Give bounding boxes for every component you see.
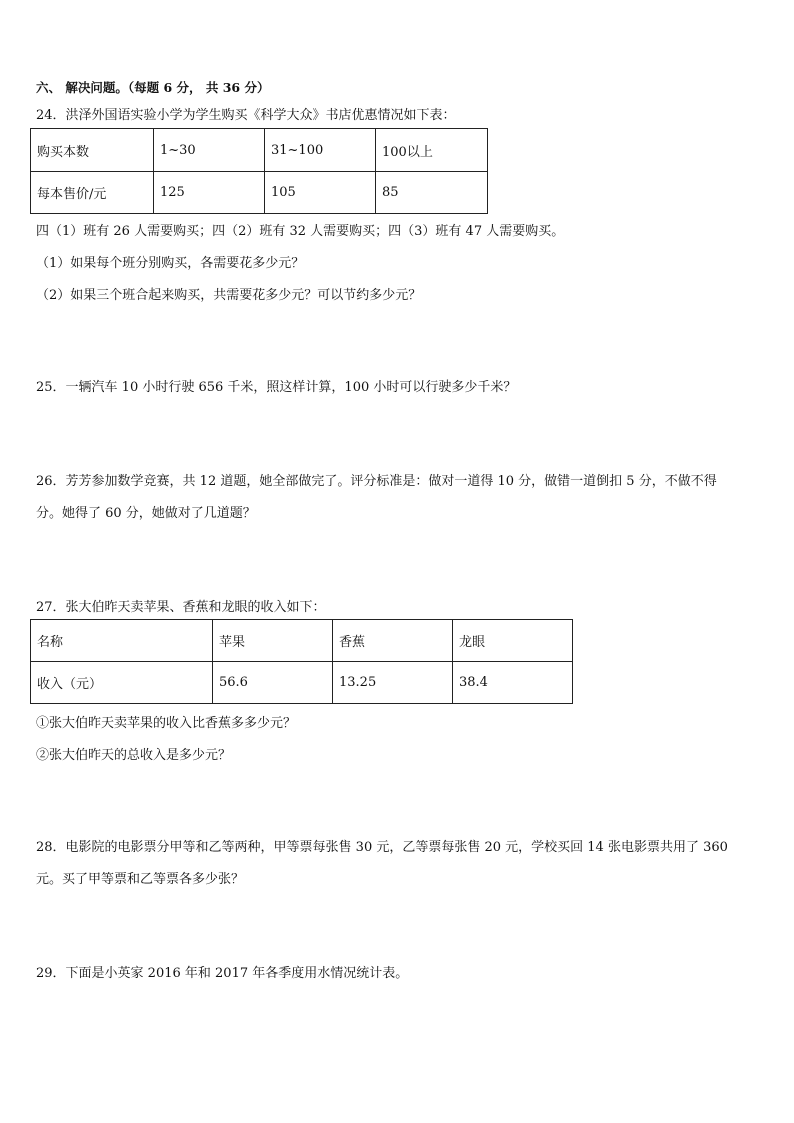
table-cell: 龙眼 [453,620,573,662]
q29-stem: 29．下面是小英家 2016 年和 2017 年各季度用水情况统计表。 [36,966,409,981]
q24-stem: 24．洪泽外国语实验小学为学生购买《科学大众》书店优惠情况如下表： [36,108,456,123]
q27-income-table [30,619,573,704]
q27-sub1: ①张大伯昨天卖苹果的收入比香蕉多多少元？ [36,716,297,731]
table-row [31,172,488,214]
table-cell: 85 [376,172,488,214]
table-cell: 名称 [31,620,213,662]
table-cell: 每本售价/元 [31,172,154,214]
q24-sub2: （2）如果三个班合起来购买，共需要花多少元？可以节约多少元？ [36,288,422,303]
table-cell: 105 [265,172,376,214]
q28-line1: 28．电影院的电影票分甲等和乙等两种，甲等票每张售 30 元，乙等票每张售 20 元，学校买回 14 张电影票共用了 360 [36,840,728,855]
table-cell: 1~30 [154,129,265,172]
table-cell: 56.6 [213,662,333,704]
table-cell: 31~100 [265,129,376,172]
table-row [31,129,488,172]
table-cell: 香蕉 [333,620,453,662]
q24-sub1: （1）如果每个班分别购买，各需要花多少元？ [36,256,305,271]
table-cell: 苹果 [213,620,333,662]
q24-price-table [30,128,488,214]
q25-stem: 25．一辆汽车 10 小时行驶 656 千米，照这样计算，100 小时可以行驶多少千米？ [36,380,517,395]
section-title: 六、 解决问题。（每题 6 分， 共 36 分） [36,80,270,95]
table-row [31,620,573,662]
table-cell: 38.4 [453,662,573,704]
table-cell: 13.25 [333,662,453,704]
table-row [31,662,573,704]
q24-info: 四（1）班有 26 人需要购买；四（2）班有 32 人需要购买；四（3）班有 47 人需要购买。 [36,224,565,239]
q27-sub2: ②张大伯昨天的总收入是多少元？ [36,748,232,763]
q28-line2: 元。买了甲等票和乙等票各多少张？ [36,872,245,887]
table-cell: 125 [154,172,265,214]
q26-line2: 分。她得了 60 分，她做对了几道题？ [36,506,256,521]
q26-line1: 26．芳芳参加数学竞赛，共 12 道题，她全部做完了。评分标准是：做对一道得 10 分，做错一道倒扣 5 分，不做不得 [36,474,717,489]
table-cell: 100以上 [376,129,488,172]
table-cell: 购买本数 [31,129,154,172]
table-cell: 收入（元） [31,662,213,704]
q27-stem: 27．张大伯昨天卖苹果、香蕉和龙眼的收入如下： [36,600,326,615]
